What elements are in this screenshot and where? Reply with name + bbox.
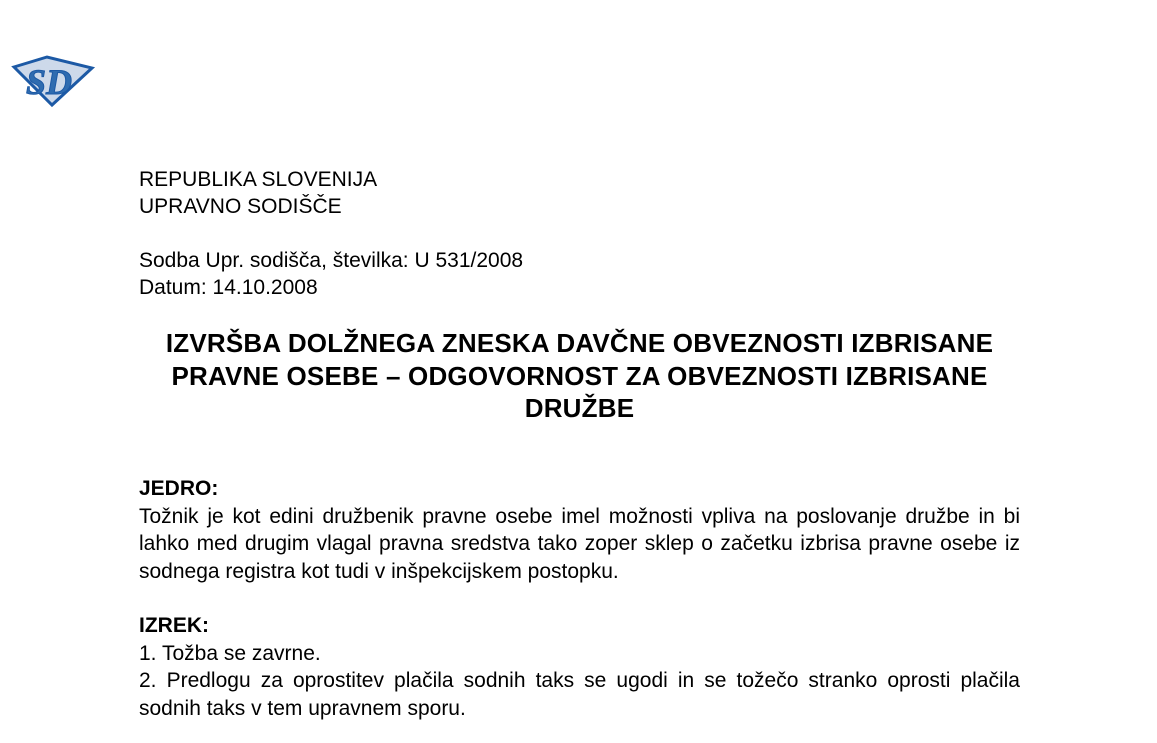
- case-number-line: Sodba Upr. sodišča, številka: U 531/2008: [139, 249, 524, 272]
- court-shield-logo-icon: [10, 54, 96, 108]
- court-line: UPRAVNO SODIŠČE: [139, 195, 342, 218]
- document-header: [139, 166, 377, 220]
- jedro-text: Tožnik je kot edini družbenik pravne osebe imel možnosti vpliva na poslovanje družbe in bi lahko med drugim vlagal pravna sredstva tako zoper sklep o začetku izbrisa pravne osebe iz sodnega registra kot tudi v inšpekcijskem postopku.: [139, 504, 1020, 583]
- izrek-section: [139, 612, 1020, 722]
- izrek-item: 2. Predlogu za oprostitev plačila sodnih taks se ugodi in se tožečo stranko oprosti plačila sodnih taks v tem upravnem sporu.: [139, 669, 1020, 720]
- izrek-item: 1. Tožba se zavrne.: [139, 641, 321, 665]
- jedro-label: JEDRO:: [139, 477, 219, 500]
- case-info: [139, 247, 523, 301]
- case-date-line: Datum: 14.10.2008: [139, 276, 318, 299]
- izrek-label: IZREK:: [139, 614, 209, 637]
- logo-letters: SD: [26, 62, 73, 102]
- jedro-section: [139, 475, 1020, 585]
- document-title: IZVRŠBA DOLŽNEGA ZNESKA DAVČNE OBVEZNOSTI IZBRISANE PRAVNE OSEBE – ODGOVORNOST ZA OBVEZNOSTI IZBRISANE DRUŽBE: [165, 328, 994, 423]
- republic-line: REPUBLIKA SLOVENIJA: [139, 168, 378, 191]
